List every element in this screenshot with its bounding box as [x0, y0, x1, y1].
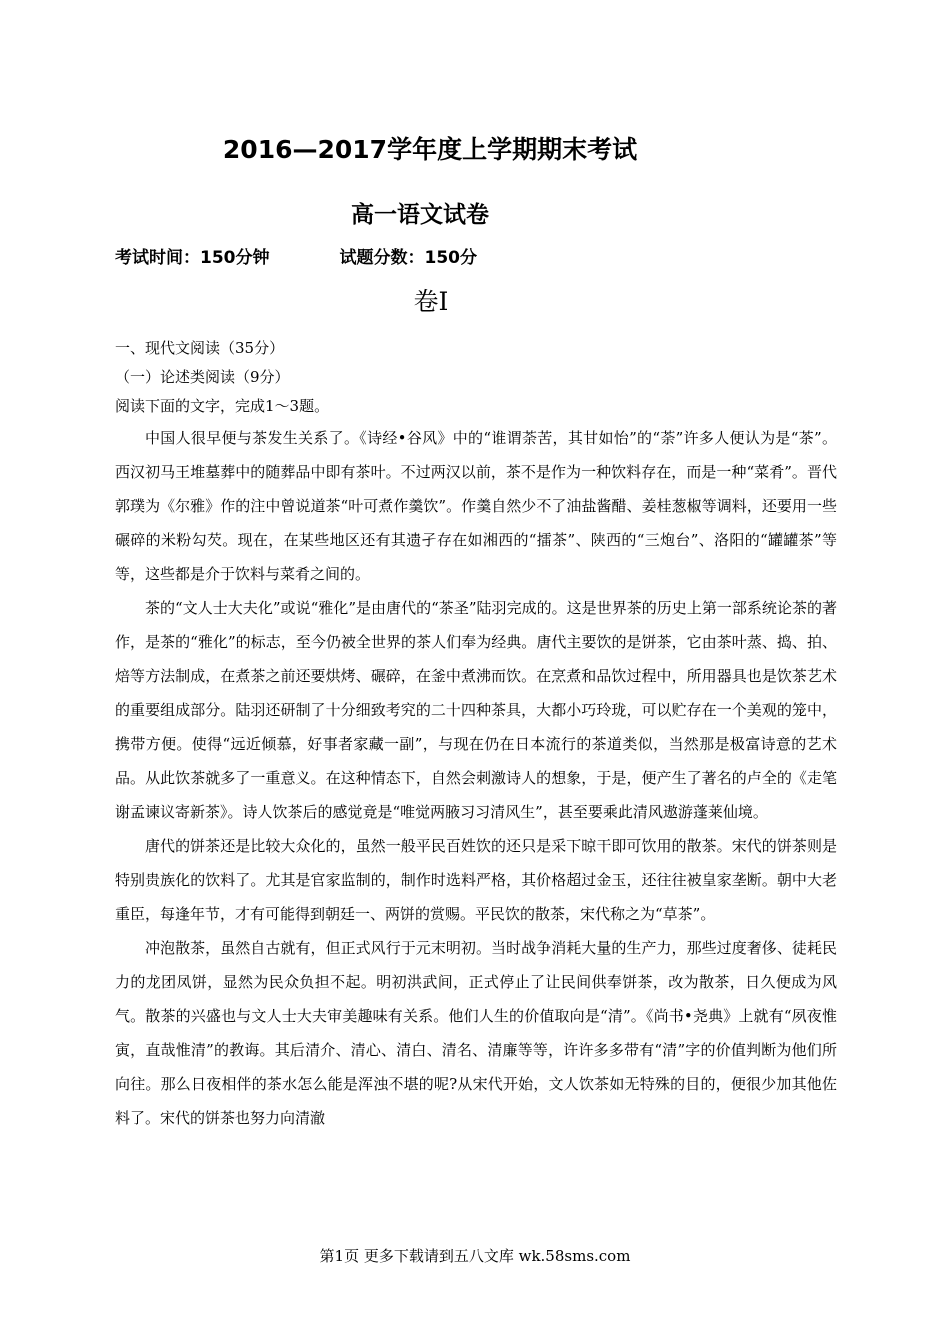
exam-time: 考试时间：150分钟: [115, 248, 270, 268]
exam-title: 2016—2017学年度上学期期末考试: [222, 135, 638, 164]
volume-heading: 卷Ⅰ: [413, 287, 449, 316]
section-instruction: 阅读下面的文字，完成1～3题。: [115, 397, 330, 415]
paragraph: 茶的“文人士大夫化”或说“雅化”是由唐代的“茶圣”陆羽完成的。这是世界茶的历史上第一部系统论茶的著作，是茶的“雅化”的标志，至今仍被全世界的茶人们奉为经典。唐代主要饮的是饼茶，它由茶叶蒸、捣、拍、焙等方法制成，在煮茶之前还要烘烤、碾碎，在釜中煮沸而饮。在烹煮和品饮过程中，所用器具也是饮茶艺术的重要组成部分。陆羽还研制了十分细致考究的二十四种茶具，大都小巧玲珑，可以贮存在一个美观的笼中，携带方便。使得“远近倾慕，好事者家藏一副”，与现在仍在日本流行的茶道类似，当然那是极富诗意的艺术品。从此饮茶就多了一重意义。在这种情态下，自然会刺激诗人的想象，于是，便产生了著名的卢全的《走笔谢孟谏议寄新茶》。诗人饮茶后的感觉竟是“唯觉两腋习习清风生”，甚至要乘此清风遨游蓬莱仙境。: [115, 599, 837, 821]
section-subheading: （一）论述类阅读（9分）: [115, 368, 290, 386]
paragraph: 中国人很早便与茶发生关系了。《诗经•谷风》中的“谁谓荼苦，其甘如怡”的“荼”许多人便认为是“茶”。西汉初马王堆墓葬中的随葬品中即有茶叶。不过两汉以前，茶不是作为一种饮料存在，而是一种“菜肴”。晋代郭璞为《尔雅》作的注中曾说道茶“叶可煮作羹饮”。作羹自然少不了油盐酱醋、姜桂葱椒等调料，还要用一些碾碎的米粉勾芡。现在，在某些地区还有其遗孑存在如湘西的“擂茶”、陕西的“三炮台”、洛阳的“罐罐茶”等等，这些都是介于饮料与菜肴之间的。: [115, 429, 837, 583]
paragraph: 冲泡散茶，虽然自古就有，但正式风行于元末明初。当时战争消耗大量的生产力，那些过度奢侈、徒耗民力的龙团凤饼，显然为民众负担不起。明初洪武间，正式停止了让民间供奉饼茶，改为散茶，日久便成为风气。散茶的兴盛也与文人士大夫审美趣味有关系。他们人生的价值取向是“清”。《尚书•尧典》上就有“夙夜惟寅，直哉惟清”的教诲。其后清介、清心、清白、清名、清廉等等，许许多多带有“清”字的价值判断为他们所向往。那么日夜相伴的茶水怎么能是浑浊不堪的呢?从宋代开始，文人饮茶如无特殊的目的，便很少加其他佐料了。宋代的饼茶也努力向清澈: [115, 939, 837, 1127]
paragraph: 唐代的饼茶还是比较大众化的，虽然一般平民百姓饮的还只是采下晾干即可饮用的散茶。宋代的饼茶则是特别贵族化的饮料了。尤其是官家监制的，制作时选料严格，其价格超过金玉，还往往被皇家垄断。朝中大老重臣，每逢年节，才有可能得到朝廷一、两饼的赏赐。平民饮的散茶，宋代称之为“草茶”。: [115, 837, 837, 923]
reading-section: [115, 334, 837, 1135]
page-footer: 第1页 更多下载请到五八文库 wk.58sms.com: [319, 1247, 631, 1265]
exam-score: 试题分数：150分: [339, 248, 477, 268]
exam-subtitle: 高一语文试卷: [351, 202, 489, 228]
exam-meta: [115, 243, 477, 268]
section-heading: 一、现代文阅读（35分）: [115, 339, 285, 357]
